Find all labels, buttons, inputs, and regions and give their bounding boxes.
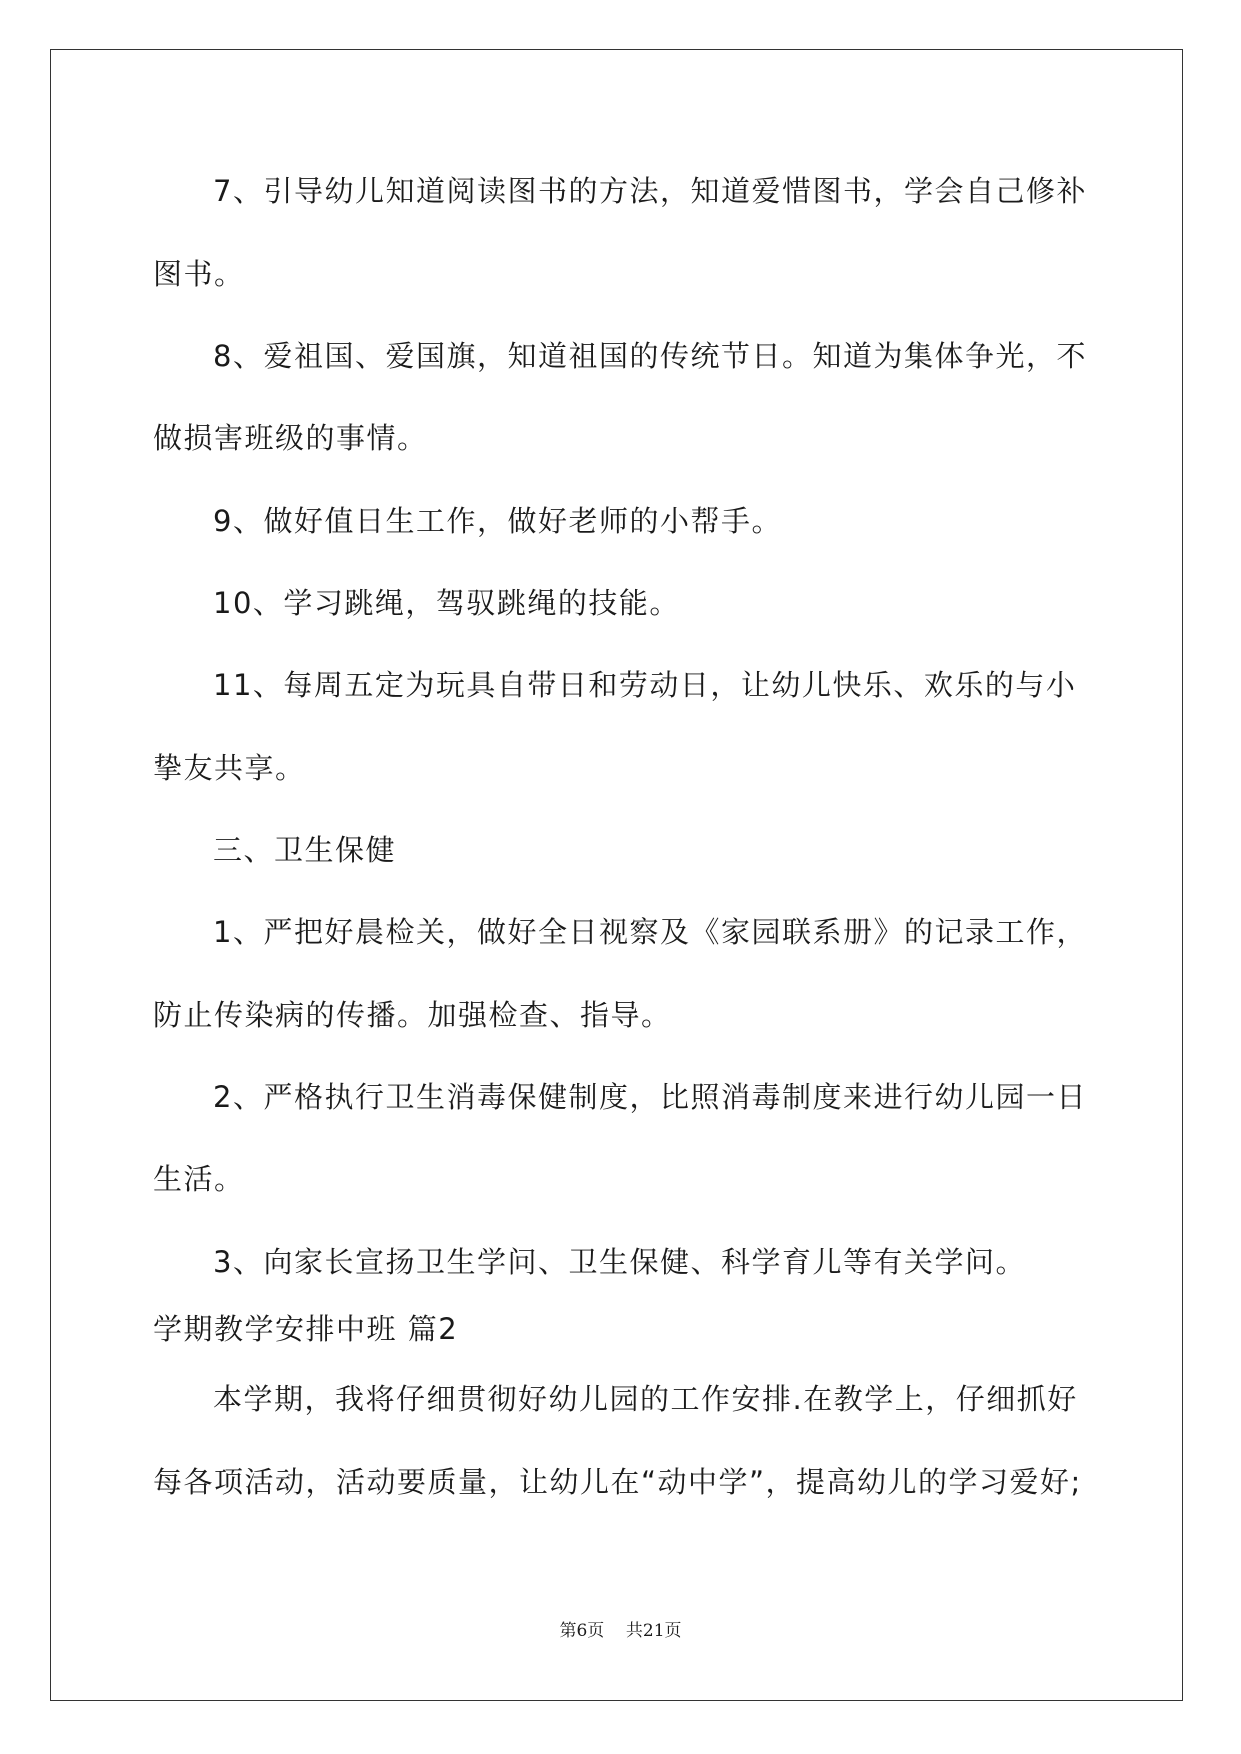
paragraph-line: 3、向家长宣扬卫生学问、卫生保健、科学育儿等有关学问。	[213, 1245, 1026, 1279]
paragraph-line: 本学期，我将仔细贯彻好幼儿园的工作安排.在教学上，仔细抓好	[213, 1382, 1078, 1416]
page-border	[50, 49, 1183, 1701]
paragraph-line: 挚友共享。	[153, 751, 306, 785]
paragraph-line: 9、做好值日生工作，做好老师的小帮手。	[213, 504, 782, 538]
article-heading: 学期教学安排中班 篇2	[153, 1312, 459, 1346]
paragraph-line: 11、每周五定为玩具自带日和劳动日，让幼儿快乐、欢乐的与小	[213, 668, 1077, 702]
paragraph-line: 10、学习跳绳，驾驭跳绳的技能。	[213, 586, 680, 620]
section-heading: 三、卫生保健	[213, 833, 397, 867]
paragraph-line: 做损害班级的事情。	[153, 421, 428, 455]
paragraph-line: 8、爱祖国、爱国旗，知道祖国的传统节日。知道为集体争光，不	[213, 339, 1087, 373]
paragraph-line: 7、引导幼儿知道阅读图书的方法，知道爱惜图书，学会自己修补	[213, 174, 1087, 208]
paragraph-line: 2、严格执行卫生消毒保健制度，比照消毒制度来进行幼儿园一日	[213, 1080, 1087, 1114]
paragraph-line: 防止传染病的传播。加强检查、指导。	[153, 998, 672, 1032]
paragraph-line: 生活。	[153, 1162, 245, 1196]
paragraph-line: 1、严把好晨检关，做好全日视察及《家园联系册》的记录工作，	[213, 915, 1087, 949]
paragraph-line: 图书。	[153, 257, 245, 291]
page-number-footer: 第6页 共21页	[559, 1621, 682, 1641]
paragraph-line: 每各项活动，活动要质量，让幼儿在“动中学”，提高幼儿的学习爱好;	[153, 1465, 1082, 1499]
